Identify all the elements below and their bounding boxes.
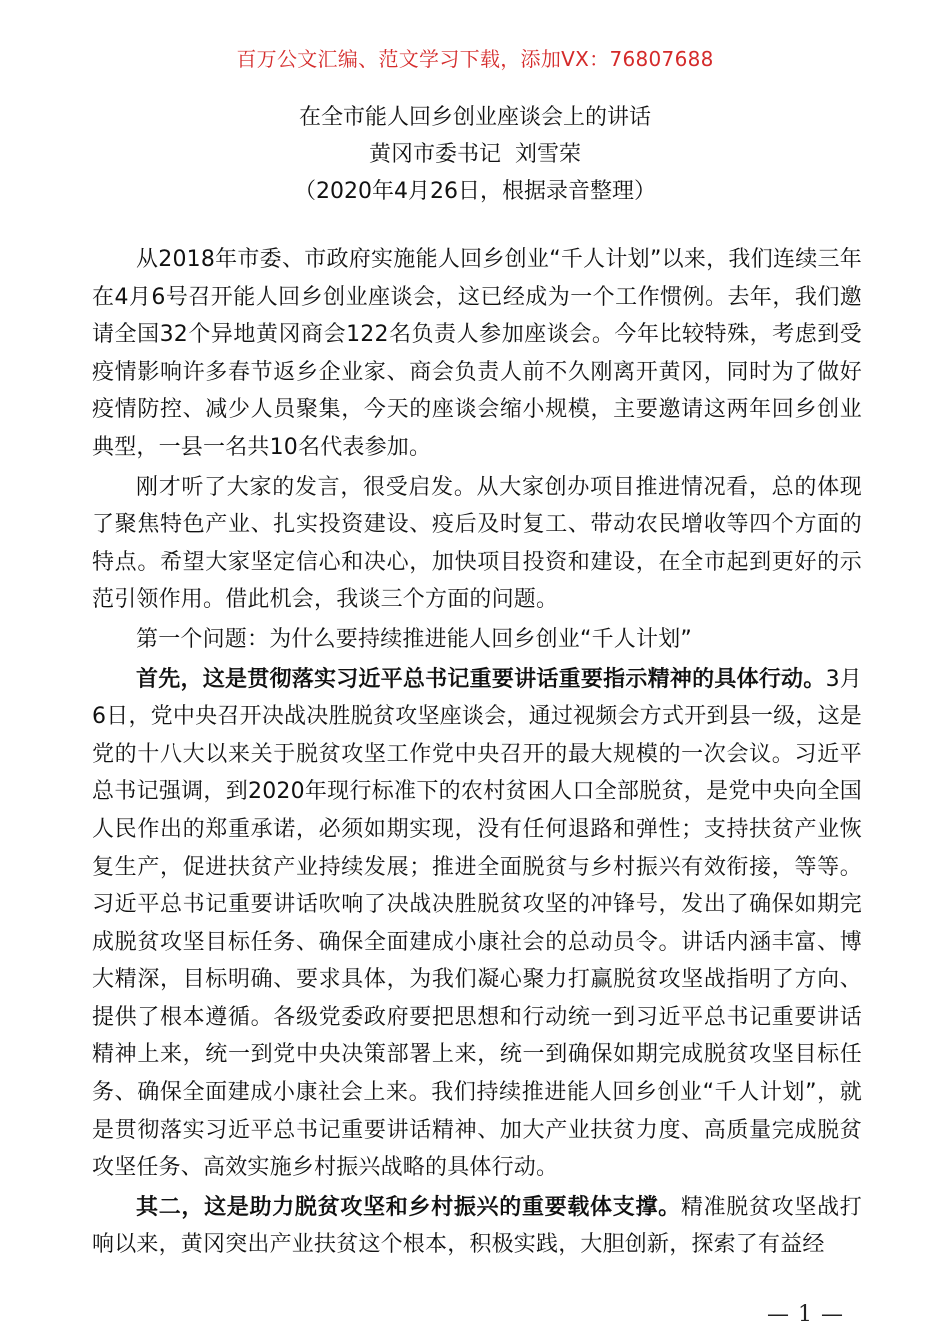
paragraph-text: 刚才听了大家的发言，很受启发。从大家创办项目推进情况看，总的体现了聚焦特色产业、扎实投资建设、疫后及时复工、带动农民增收等四个方面的特点。希望大家坚定信心和决心，加快项目投资和建设，在全市起到更好的示范引领作用。借此机会，我谈三个方面的问题。 xyxy=(92,474,862,613)
date-note: （2020年4月26日，根据录音整理） xyxy=(294,179,656,204)
speech-title: 在全市能人回乡创业座谈会上的讲话 xyxy=(298,105,651,130)
paragraph-text: 精准脱贫攻坚战打响以来，黄冈突出产业扶贫这个根本，积极实践，大胆创新，探索了有益经 xyxy=(92,1194,862,1258)
paragraph-feedback xyxy=(92,469,862,619)
paragraph-first-point xyxy=(92,661,862,1187)
paragraph-second-point xyxy=(92,1189,862,1264)
speaker-line: 黄冈市委书记 刘雪荣 xyxy=(369,142,581,167)
page-number: — 1 — xyxy=(767,1302,844,1327)
document-body xyxy=(92,241,862,1264)
paragraph-lead: 首先，这是贯彻落实习近平总书记重要讲话重要指示精神的具体行动。 xyxy=(136,666,826,692)
paragraph-intro xyxy=(92,241,862,467)
paragraph-lead: 其二，这是助力脱贫攻坚和乡村振兴的重要载体支撑。 xyxy=(136,1194,681,1220)
paragraph-text: 3月6日，党中央召开决战决胜脱贫攻坚座谈会，通过视频会方式开到县一级，这是党的十八大以来关于脱贫攻坚工作党中央召开的最大规模的一次会议。习近平总书记强调，到2020年现行标准下的农村贫困人口全部脱贫，是党中央向全国人民作出的郑重承诺，必须如期实现，没有任何退路和弹性；支持扶贫产业恢复生产，促进扶贫产业持续发展；推进全面脱贫与乡村振兴有效衔接，等等。习近平总书记重要讲话吹响了决战决胜脱贫攻坚的冲锋号，发出了确保如期完成脱贫攻坚目标任务、确保全面建成小康社会的总动员令。讲话内涵丰富、博大精深，目标明确、要求具体，为我们凝心聚力打赢脱贫攻坚战指明了方向、提供了根本遵循。各级党委政府要把思想和行动统一到习近平总书记重要讲话精神上来，统一到党中央决策部署上来，统一到确保如期完成脱贫攻坚目标任务、确保全面建成小康社会上来。我们持续推进能人回乡创业“千人计划”，就是贯彻落实习近平总书记重要讲话精神、加大产业扶贫力度、高质量完成脱贫攻坚任务、高效实施乡村振兴战略的具体行动。 xyxy=(92,666,863,1181)
paragraph-text: 从2018年市委、市政府实施能人回乡创业“千人计划”以来，我们连续三年在4月6号召开能人回乡创业座谈会，这已经成为一个工作惯例。去年，我们邀请全国32个异地黄冈商会122名负责人参加座谈会。今年比较特殊，考虑到受疫情影响许多春节返乡企业家、商会负责人前不久刚离开黄冈，同时为了做好疫情防控、减少人员聚集，今天的座谈会缩小规模，主要邀请这两年回乡创业典型，一县一名共10名代表参加。 xyxy=(92,247,862,460)
section-heading-text: 第一个问题：为什么要持续推进能人回乡创业“千人计划” xyxy=(136,626,692,652)
section-heading-1 xyxy=(92,621,862,659)
title-block xyxy=(0,99,950,210)
header-banner: 百万公文汇编、范文学习下载，添加VX：76807688 xyxy=(236,47,714,71)
